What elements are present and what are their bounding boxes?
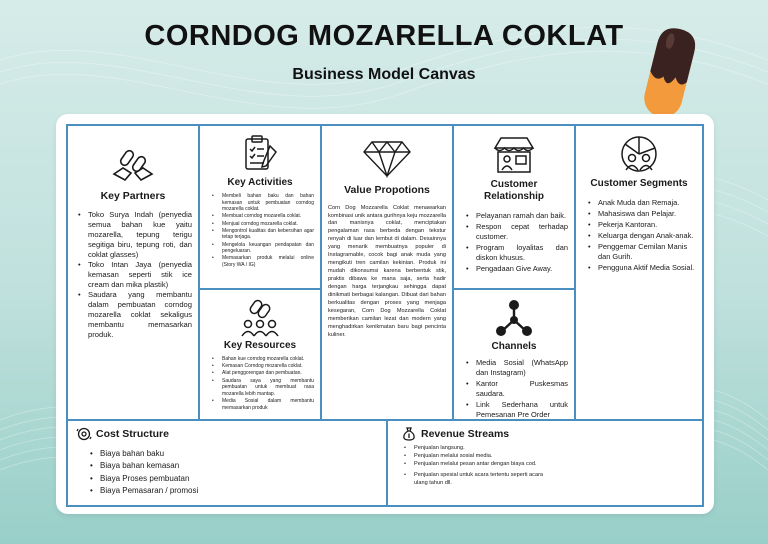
list-item: • Saudara saya yang membantu pembuatan untuk membuat rasa mozarella lebih mantap. <box>216 378 314 398</box>
list-item: • Media Sosial dalam membantu memasarkan produk <box>216 398 314 411</box>
list-item: • Bahan kue corndog mozarella coklat. <box>216 356 314 363</box>
list-item: • Penjualan spesial untuk acara tertentu seperti acara ulang tahun dll. <box>408 471 544 487</box>
list-item: • Biaya bahan baku <box>94 448 380 460</box>
list-item: • Penjualan langsung. <box>408 444 544 452</box>
chain-link-hands-icon <box>111 146 155 184</box>
pie-people-icon <box>617 134 661 178</box>
diamond-icon <box>362 138 412 178</box>
channels-title: Channels <box>491 341 537 352</box>
cost-structure-block <box>66 419 388 507</box>
list-item: • Toko Intan Jaya (penyedia kemasan seperti stik ice cream dan mika plastik) <box>82 260 192 290</box>
list-item: • Kemasan Corndog mozarella coklat. <box>216 363 314 370</box>
money-bag-icon <box>402 427 416 441</box>
list-item: • Penjualan melalui sosial media. <box>408 452 544 460</box>
list-item: • Media Sosial (WhatsApp dan Instagram) <box>470 358 568 378</box>
list-item: • Biaya bahan kemasan <box>94 460 380 472</box>
shop-customer-icon <box>491 134 537 176</box>
revenue-streams-block <box>386 419 704 507</box>
list-item: • Mengontrol kualitas dan kebersihan agar tetap terjaga. <box>216 228 314 241</box>
list-item: • Penjualan melalui pesan antar dengan biaya cod. <box>408 460 544 468</box>
list-item: • Penggemar Cemilan Manis dan Gurih. <box>592 242 696 262</box>
list-item: • Program loyalitas dan diskon khusus. <box>470 243 568 263</box>
list-item: • Toko Surya Indah (penyedia semua bahan kue yaitu mozarella, tepung terigu segitiga biru, tepung roti, dan coklat glasses) <box>82 210 192 260</box>
key-partners-block <box>66 124 200 421</box>
key-partners-title: Key Partners <box>100 190 166 202</box>
list-item: • Pelayanan ramah dan baik. <box>470 211 568 221</box>
list-item: • Biaya Pemasaran / promosi <box>94 485 380 497</box>
page-title: CORNDOG MOZARELLA COKLAT <box>144 20 624 52</box>
list-item: • Membuat corndog mozarella coklat. <box>216 213 314 220</box>
key-activities-title: Key Activities <box>227 177 293 188</box>
list-item: • Pengguna Aktif Media Sosial. <box>592 263 696 273</box>
list-item: • Respon cepat terhadap customer. <box>470 222 568 242</box>
list-item: • Menjual corndog mozarella coklat. <box>216 221 314 228</box>
value-propositions-block <box>320 124 454 421</box>
value-propositions-title: Value Propotions <box>344 184 430 196</box>
list-item: • Alat penggorengan dan pembuatan. <box>216 370 314 377</box>
list-item: • Kantor Puskesmas saudara. <box>470 379 568 399</box>
key-resources-title: Key Resources <box>223 340 297 351</box>
page-subtitle: Business Model Canvas <box>292 66 476 83</box>
list-item: • Link Sederhana untuk Pemesanan Pre Order <box>470 400 568 420</box>
checklist-pencil-icon <box>240 134 280 174</box>
list-item: • Anak Muda dan Remaja. <box>592 198 696 208</box>
customer-relationship-block <box>452 124 576 291</box>
key-resources-block <box>198 288 322 421</box>
list-item: • Mahasiswa dan Pelajar. <box>592 209 696 219</box>
revenue-streams-title: Revenue Streams <box>421 427 510 440</box>
customer-segments-title: Customer Segments <box>590 178 688 189</box>
channels-block <box>452 288 576 421</box>
customer-segments-block <box>574 124 704 421</box>
key-activities-block <box>198 124 322 291</box>
list-item: • Saudara yang membantu dalam pembuatan corndog mozarella coklat sekaligus membantu memasarkan produk. <box>82 290 192 340</box>
list-item: • Membeli bahan baku dan bahan kemasan untuk pembuatan corndog mozarella coklat. <box>216 193 314 213</box>
list-item: • Pekerja Kantoran. <box>592 220 696 230</box>
people-chain-icon <box>238 298 282 338</box>
value-propositions-text: Corn Dog Mozzarella Coklat menawarkan kombinasi unik antara gurihnya keju mozzarella dan manisnya coklat, menciptakan pengalaman rasa berbeda dengan tekstur renyah di luar dan lembut di dalam. Desainnya yang menarik membuatnya populer di Instagramable, cocok bagi anak muda yang mengikuti tren camilan kekinian. Produk ini mudah dikonsumsi karena berbentuk stik, praktis dibawa ke mana saja, serta hadir dengan harga terjangkau sehingga dapat dinikmati berbagai kalangan. Dibuat dari bahan berkualitas dengan proses yang menjaga kesegaran, Corn Dog Mozzarella Coklat memberikan camilan lezat dan modern yang menghadirkan kenikmatan baru bagi pencinta kuliner. <box>328 204 446 338</box>
cost-structure-title: Cost Structure <box>96 427 169 440</box>
network-nodes-icon <box>495 298 533 338</box>
list-item: • Biaya Proses pembuatan <box>94 473 380 485</box>
list-item: • Mengelola keuangan pendapatan dan pengeluaran. <box>216 242 314 255</box>
list-item: • Keluarga dengan Anak-anak. <box>592 231 696 241</box>
list-item: • Pengadaan Give Away. <box>470 264 568 274</box>
coins-cycle-icon <box>76 427 92 441</box>
business-model-canvas <box>56 114 714 514</box>
customer-relationship-title: Customer Relationship <box>483 179 544 202</box>
list-item: • Memasarkan produk melalui online (Story WA / IG) <box>216 255 314 268</box>
